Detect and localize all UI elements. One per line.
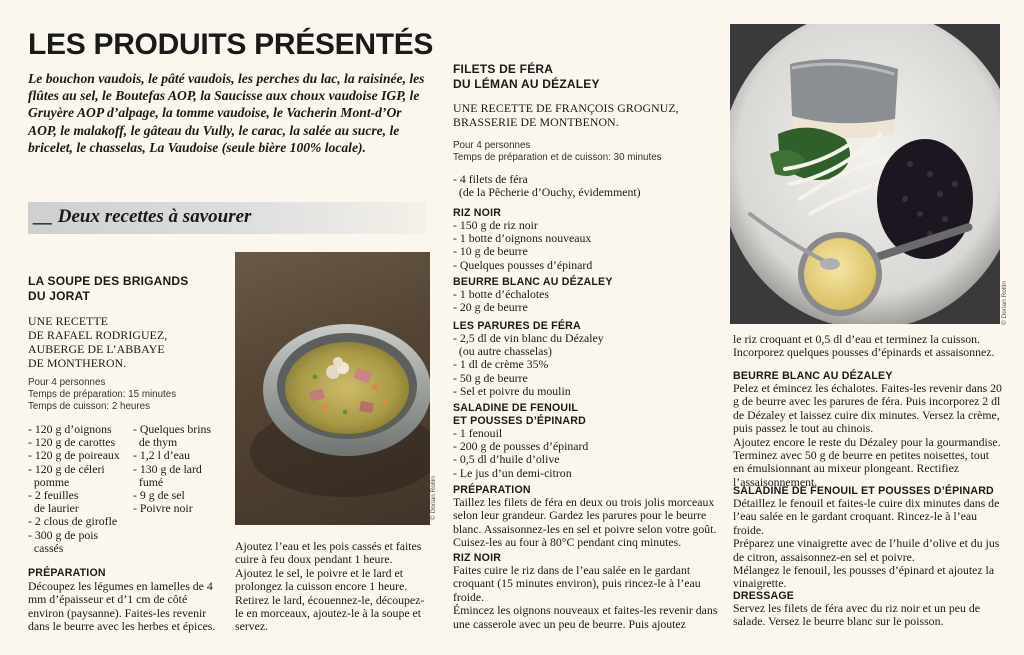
fish-plate-illustration xyxy=(730,24,1000,324)
beurre-blanc-ingredients xyxy=(453,288,549,314)
section-subtitle: __ Deux recettes à savourer xyxy=(34,206,252,227)
recipe2-title-line: FILETS DE FÉRA xyxy=(453,62,554,76)
author-line: AUBERGE DE L’ABBAYE xyxy=(28,342,165,356)
riz-noir-cont-text: le riz croquant et 0,5 dl d’eau et terminez la cuisson. Incorporez quelques pousses d’épinards et assaisonnez. xyxy=(733,332,995,360)
ingredient: - 1 fenouil xyxy=(453,426,503,440)
ingredient: - 1 dl de crème 35% xyxy=(453,357,549,372)
ingredient: - 2,5 dl de vin blanc du Dézaley xyxy=(453,331,604,345)
ingredient: - Le jus d’un demi-citron xyxy=(453,465,572,480)
author-line: UNE RECETTE DE FRANÇOIS GROGNUZ, xyxy=(453,101,679,115)
ingredient: - 4 filets de féra xyxy=(453,172,528,186)
saladine-heading xyxy=(453,402,586,428)
meta-line: Pour 4 personnes xyxy=(28,377,106,388)
photo-credit: © Dorian Rollin xyxy=(430,476,437,520)
meta-line: Temps de cuisson: 2 heures xyxy=(28,401,150,413)
saladine-step-text xyxy=(733,497,1003,591)
dressage-heading: DRESSAGE xyxy=(733,590,795,602)
ingredient: de thym xyxy=(133,435,178,450)
ingredient: cassés xyxy=(28,540,64,555)
ingredient: - Poivre noir xyxy=(133,501,193,516)
saladine-step-heading: SALADINE DE FENOUIL ET POUSSES D’ÉPINARD xyxy=(733,485,994,497)
ingredient: - Sel et poivre du moulin xyxy=(453,383,571,398)
riz-noir-ingredients xyxy=(453,219,592,272)
ingredient: - 0,5 dl d’huile d’olive xyxy=(453,452,560,467)
ingredient: - 300 g de pois xyxy=(28,527,99,542)
recipe2-author xyxy=(453,101,679,129)
ingredient: - 120 g d’oignons xyxy=(28,422,112,436)
riz-noir-heading: RIZ NOIR xyxy=(453,207,502,219)
ingredient: - 50 g de beurre xyxy=(453,370,528,385)
recipe1-title-line: DU JORAT xyxy=(28,289,91,303)
ingredient: - 20 g de beurre xyxy=(453,300,528,315)
ingredient: - 150 g de riz noir xyxy=(453,218,538,232)
paragraph: Émincez les oignons nouveaux et faites-les revenir dans une casserole avec un peu de beurre. Puis ajoutez xyxy=(453,603,718,631)
dressage-text: Servez les filets de féra avec du riz noir et un peu de salade. Versez le beurre blanc sur le poisson. xyxy=(733,601,980,629)
recipe2-prep-text: Taillez les filets de féra en deux ou trois jolis morceaux selon leur grandeur. Gardez les parures pour le beurre blanc. Assaisonnez-les en sel et poivre selon votre goût. Cuisez-les au four à 80°C pendant cinq minutes. xyxy=(453,495,717,550)
meta-line: Pour 4 personnes xyxy=(453,140,531,151)
ingredient: - Quelques brins xyxy=(133,422,211,436)
paragraph: Mélangez le fenouil, les pousses d’épinard et ajoutez la vinaigrette. xyxy=(733,563,995,591)
recipe1-meta xyxy=(28,377,176,414)
ingredient: - 2 clous de girofle xyxy=(28,514,118,529)
paragraph: Faites cuire le riz dans de l’eau salée en le gardant croquant (15 minutes environ), puis rincez-le à l’eau froide. xyxy=(453,563,701,604)
recipe1-title-line: LA SOUPE DES BRIGANDS xyxy=(28,274,189,288)
recipe1-title xyxy=(28,274,188,304)
author-line: DE MONTHERON. xyxy=(28,356,127,370)
paragraph: Détaillez le fenouil et faites-le cuire dix minutes dans de l’eau salée en le gardant croquant. Rincez-le à l’eau froide. xyxy=(733,496,1000,537)
author-line: UNE RECETTE xyxy=(28,314,109,328)
ingredient: pomme xyxy=(28,474,70,489)
recipe1-prep-text: Découpez les légumes en lamelles de 4 mm d’épaisseur et d’1 cm de côté environ (paysanne). Faites-les revenir dans le beurre avec les herbes et épices. xyxy=(28,579,216,634)
ingredient: - 130 g de lard xyxy=(133,461,202,476)
riz-noir-step-text xyxy=(453,564,721,631)
soup-bowl-illustration xyxy=(235,252,430,525)
fish-photo xyxy=(730,24,1000,324)
recipe2-title xyxy=(453,62,600,92)
intro-paragraph: Le bouchon vaudois, le pâté vaudois, les perches du lac, la raisinée, les flûtes au sel, le Boutefas AOP, la Saucisse aux choux vaudoise IGP, le Gruyère AOP d’alpage, la tomme vaudoise, le Vacherin Mont-d’Or AOP, le malakoff, le gâteau du Vully, le carac, la salée au sucre, le bricelet, le chasselas, La Vaudoise (seule bière 100% locale). xyxy=(28,71,425,155)
ingredient: - 120 g de poireaux xyxy=(28,448,120,463)
paragraph: Ajoutez encore le reste du Dézaley pour la gourmandise. Terminez avec 50 g de beurre en petites noisettes, tout en émulsionnant au mixeur plongeant. Rectifiez l’assaisonnement. xyxy=(733,434,1001,489)
page-title: LES PRODUITS PRÉSENTÉS xyxy=(28,28,434,61)
beurre-step-text xyxy=(733,382,1003,489)
recipe2-fera-ingredients xyxy=(453,173,641,199)
meta-line: Temps de préparation: 15 minutes xyxy=(28,389,177,401)
ingredient: (ou autre chasselas) xyxy=(453,344,552,359)
recipe2-prep-heading: PRÉPARATION xyxy=(453,484,531,496)
beurre-step-heading: BEURRE BLANC AU DÉZALEY xyxy=(733,370,893,382)
recipe1-ingredients-col2 xyxy=(133,423,211,515)
meta-line: Temps de préparation et de cuisson: 30 minutes xyxy=(453,152,662,164)
recipe2-title-line: DU LÉMAN AU DÉZALEY xyxy=(453,77,600,91)
ingredient: - 9 g de sel xyxy=(133,488,185,503)
recipe1-cont-text: Ajoutez l’eau et les pois cassés et faites cuire à feu doux pendant 1 heure. Ajoutez le sel, le poivre et le lard et prolongez la cuisson encore 1 heure. Retirez le lard, écouennez-le, découpez-le en morceaux, ajoutez-le à la soupe et servez. xyxy=(235,539,425,634)
ingredient: - 1 botte d’oignons nouveaux xyxy=(453,231,592,246)
author-line: DE RAFAEL RODRIGUEZ, xyxy=(28,328,168,342)
ingredient: - Quelques pousses d’épinard xyxy=(453,257,593,272)
ingredient: - 120 g de carottes xyxy=(28,435,116,450)
author-line: BRASSERIE DE MONTBENON. xyxy=(453,115,619,129)
ingredient: - 120 g de céleri xyxy=(28,461,105,476)
ingredient: - 1,2 l d’eau xyxy=(133,448,190,463)
saladine-ingredients xyxy=(453,427,588,480)
photo-credit: © Dorian Rollin xyxy=(1001,281,1008,325)
riz-noir-step-heading: RIZ NOIR xyxy=(453,552,502,564)
recipe1-author xyxy=(28,314,167,370)
ingredient: - 1 botte d’échalotes xyxy=(453,287,549,301)
paragraph: Pelez et émincez les échalotes. Faites-les revenir dans 20 g de beurre avec les parures de féra. Puis incorporez 2 dl de Dézaley et laissez cuire dix minutes. Versez la crème, puis passez le tout au chinois. xyxy=(733,381,1002,436)
recipe1-ingredients-col1 xyxy=(28,423,120,555)
ingredient: - 2 feuilles xyxy=(28,488,79,503)
ingredient: - 10 g de beurre xyxy=(453,244,528,259)
parures-heading: LES PARURES DE FÉRA xyxy=(453,320,581,332)
recipe1-prep-heading: PRÉPARATION xyxy=(28,567,106,579)
recipe2-meta xyxy=(453,140,662,164)
ingredient: de laurier xyxy=(28,501,79,516)
parures-ingredients xyxy=(453,332,604,398)
ingredient: (de la Pêcherie d’Ouchy, évidemment) xyxy=(453,185,641,200)
ingredient: fumé xyxy=(133,474,164,489)
heading-line: SALADINE DE FENOUIL xyxy=(453,402,579,414)
heading-line: ET POUSSES D’ÉPINARD xyxy=(453,415,586,427)
ingredient: - 200 g de pousses d’épinard xyxy=(453,439,589,454)
paragraph: Préparez une vinaigrette avec de l’huile d’olive et du jus de citron, assaisonnez-en sel et poivre. xyxy=(733,536,1000,564)
beurre-blanc-heading: BEURRE BLANC AU DÉZALEY xyxy=(453,276,613,288)
soup-photo xyxy=(235,252,430,525)
